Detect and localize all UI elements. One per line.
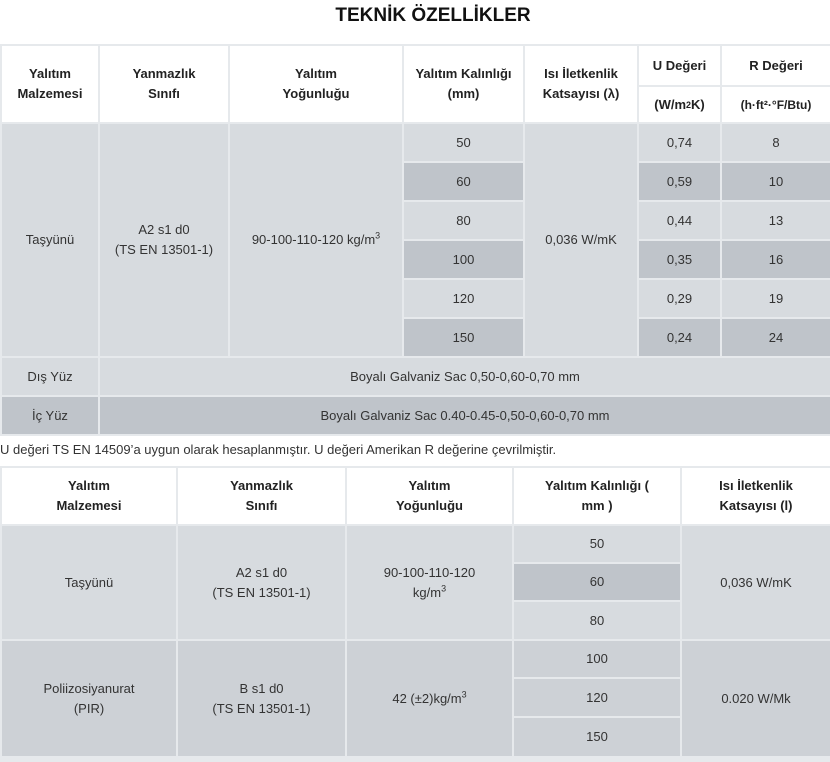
header-density: Yalıtım Yoğunluğu xyxy=(230,46,402,122)
header-r-unit: (h·ft²·°F/Btu) xyxy=(722,87,830,122)
thickness-row: 120 xyxy=(514,679,680,716)
header-u-value: U Değeri xyxy=(639,46,720,85)
material-cell: Taşyünü xyxy=(2,124,98,356)
fire-class-cell xyxy=(178,641,345,756)
density-line1: 90-100-110-120 xyxy=(383,564,476,580)
outer-face-value: Boyalı Galvaniz Sac 0,50-0,60-0,70 mm xyxy=(100,358,830,395)
fire-class-line2: (TS EN 13501-1) xyxy=(212,700,311,716)
thickness-row: 100 xyxy=(514,641,680,677)
r-value-row: 16 xyxy=(722,241,830,278)
density-value: 90-100-110-120 $kg/m^3$ xyxy=(251,230,381,247)
page-title: TEKNİK ÖZELLİKLER xyxy=(335,5,531,26)
fire-class-line1: A2 s1 d0 xyxy=(138,222,190,237)
fire-class-cell xyxy=(100,124,228,356)
r-value-row: 10 xyxy=(722,163,830,200)
thickness-row: 120 xyxy=(404,280,523,317)
fire-class-line2: (TS EN 13501-1) xyxy=(212,584,311,600)
u-value-row: 0,29 xyxy=(639,280,720,317)
fire-class-line1: A2 s1 d0 xyxy=(235,564,288,580)
u-value-row: 0,35 xyxy=(639,241,720,278)
header-material: Yalıtım Malzemesi xyxy=(2,46,98,122)
thickness-row: 100 xyxy=(404,241,523,278)
u-value-row: 0,44 xyxy=(639,202,720,239)
material-line2: (PIR) xyxy=(73,700,105,716)
material-line1: Poliizosiyanurat xyxy=(43,680,135,696)
material-cell xyxy=(2,641,176,756)
fire-class-line1: B s1 d0 xyxy=(239,680,284,696)
density-value: 42 $(\pm 2)kg/m^3$ xyxy=(392,689,467,706)
thickness-row: 80 xyxy=(404,202,523,239)
thickness-row: 50 xyxy=(404,124,523,161)
inner-face-label: İç Yüz xyxy=(2,397,98,434)
header-thickness: Yalıtım Kalınlığı ( mm ) xyxy=(514,468,680,524)
header-fire-class: Yanmazlık Sınıfı xyxy=(100,46,228,122)
r-value-row: 8 xyxy=(722,124,830,161)
r-value-row: 24 xyxy=(722,319,830,356)
density-cell xyxy=(230,124,402,356)
header-conductivity: Isı İletkenlik Katsayısı (λ) xyxy=(525,46,637,122)
r-value-row: 13 xyxy=(722,202,830,239)
u-value-row: 0,24 xyxy=(639,319,720,356)
conductivity-cell: 0.020 W/Mk xyxy=(682,641,830,756)
fire-class-cell xyxy=(178,526,345,639)
u-value-row: 0,74 xyxy=(639,124,720,161)
header-density: Yalıtım Yoğunluğu xyxy=(347,468,512,524)
calculation-note: U değeri TS EN 14509’a uygun olarak hesaplanmıştır. U değeri Amerikan R değerine çevrilmiştir. xyxy=(0,442,557,457)
fire-class-line2: (TS EN 13501-1) xyxy=(114,242,214,257)
header-r-value: R Değeri xyxy=(722,46,830,85)
density-cell xyxy=(347,641,512,756)
thickness-row: 50 xyxy=(514,526,680,562)
u-value-row: 0,59 xyxy=(639,163,720,200)
thickness-row: 60 xyxy=(404,163,523,200)
conductivity-cell: 0,036 W/mK xyxy=(682,526,830,639)
thickness-row: 60 xyxy=(514,564,680,600)
header-u-unit: (W/m 2 K) xyxy=(639,87,720,122)
r-value-row: 19 xyxy=(722,280,830,317)
outer-face-label: Dış Yüz xyxy=(2,358,98,395)
header-fire-class: Yanmazlık Sınıfı xyxy=(178,468,345,524)
thickness-row: 150 xyxy=(514,718,680,756)
header-thickness: Yalıtım Kalınlığı (mm) xyxy=(404,46,523,122)
thickness-row: 80 xyxy=(514,602,680,639)
density-cell xyxy=(347,526,512,639)
thickness-row: 150 xyxy=(404,319,523,356)
conductivity-cell: 0,036 W/mK xyxy=(525,124,637,356)
inner-face-value: Boyalı Galvaniz Sac 0.40-0.45-0,50-0,60-0,70 mm xyxy=(100,397,830,434)
header-conductivity: Isı İletkenlik Katsayısı (l) xyxy=(682,468,830,524)
density-line2: $kg/m^3$ xyxy=(412,583,447,600)
material-cell: Taşyünü xyxy=(2,526,176,639)
header-material: Yalıtım Malzemesi xyxy=(2,468,176,524)
